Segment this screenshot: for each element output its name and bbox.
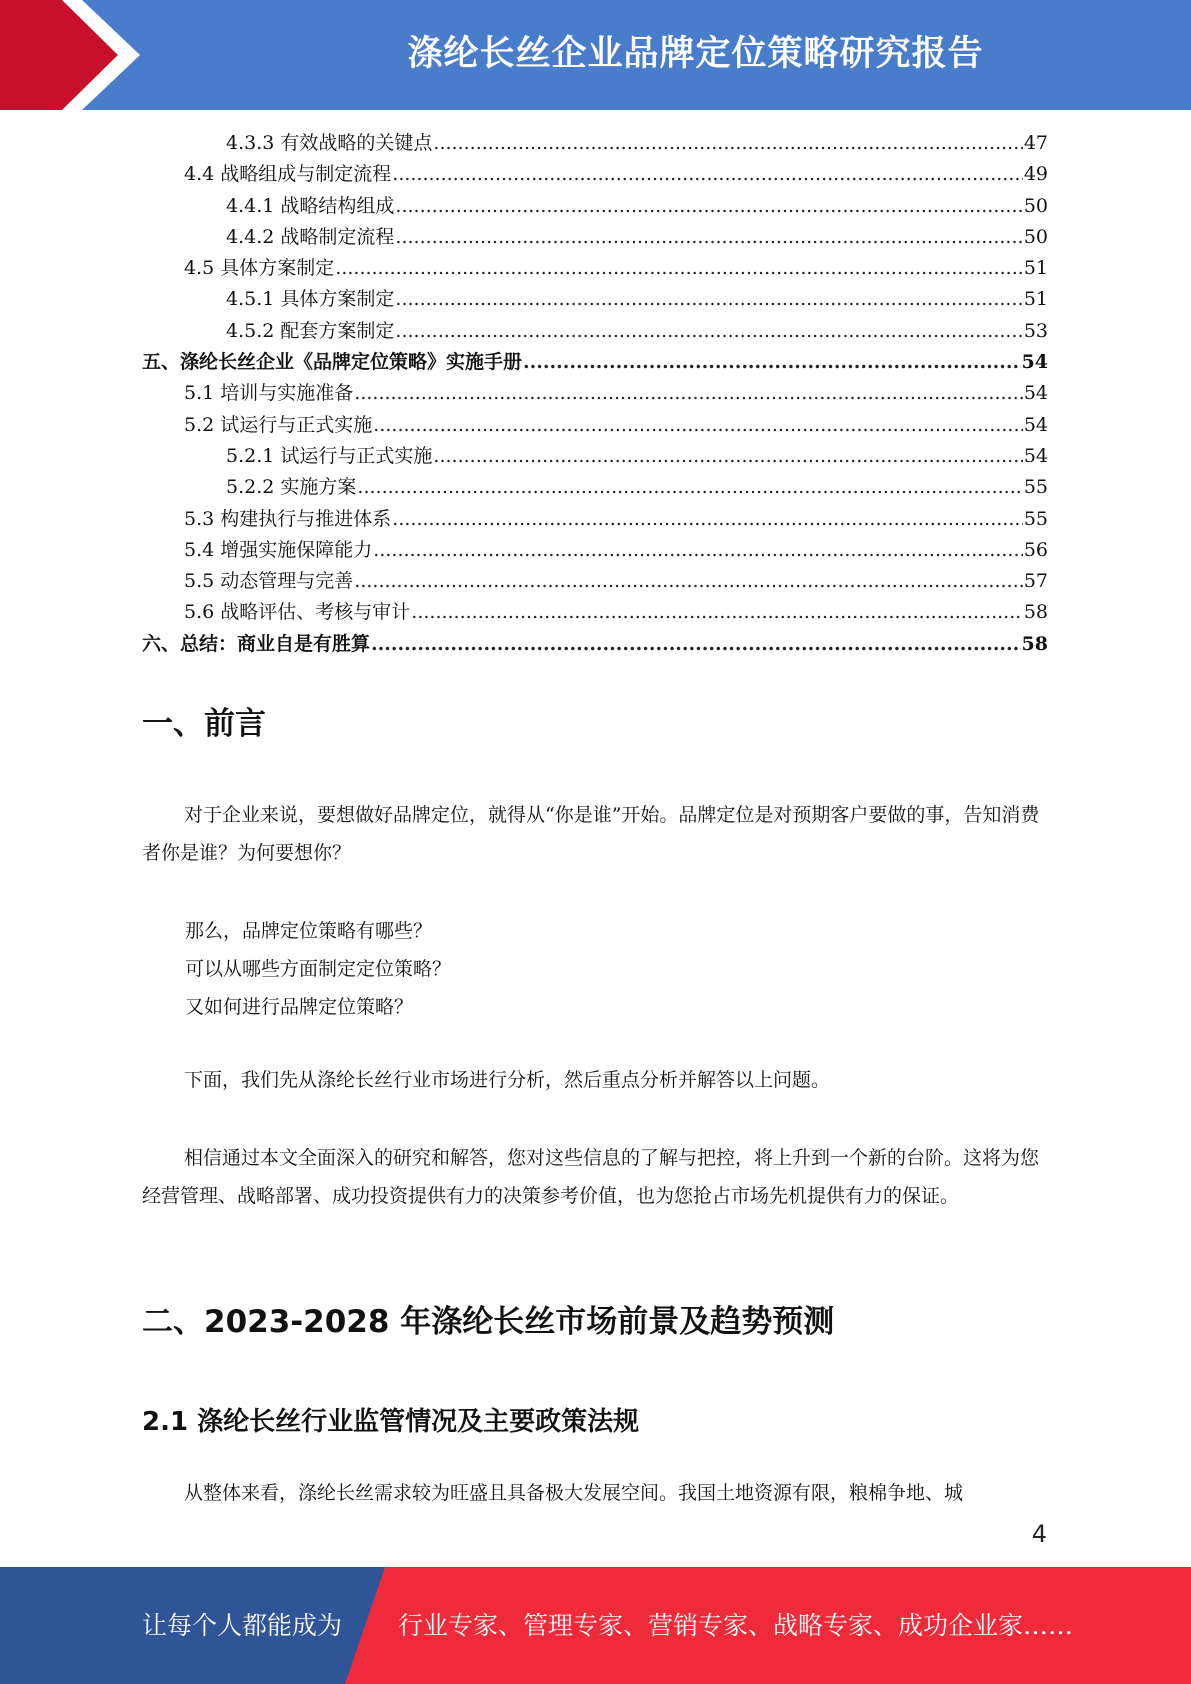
paragraph: 从整体来看，涤纶长丝需求较为旺盛且具备极大发展空间。我国土地资源有限，粮棉争地、城 <box>184 1482 964 1504</box>
toc-page-number: 53 <box>1023 319 1048 342</box>
toc-entry-label: 构建执行与推进体系 <box>220 507 392 530</box>
toc-dot-leader <box>395 320 1022 342</box>
section-heading-preface: 一、前言 <box>142 706 266 742</box>
page-header <box>0 0 1191 110</box>
toc-page-number: 54 <box>1023 382 1048 405</box>
toc-entry-number: 5.4 <box>184 538 215 561</box>
toc-entry[interactable] <box>142 378 1048 409</box>
toc-entry[interactable] <box>142 253 1048 284</box>
toc-dot-leader <box>395 195 1022 217</box>
toc-entry-number: 5.6 <box>184 601 215 624</box>
toc-page-number: 55 <box>1023 476 1048 499</box>
toc-entry-label: 涤纶长丝企业《品牌定位策略》实施手册 <box>180 351 523 374</box>
toc-entry-title <box>226 284 394 311</box>
toc-entry-number: 4.4.2 <box>226 225 275 248</box>
toc-entry[interactable] <box>142 284 1048 315</box>
toc-entry[interactable] <box>142 566 1048 597</box>
toc-dot-leader <box>433 132 1022 154</box>
toc-entry-label: 试运行与正式实施 <box>220 413 373 436</box>
toc-dot-leader <box>411 601 1023 623</box>
toc-entry-title <box>184 535 372 562</box>
toc-page-number: 58 <box>1021 632 1048 655</box>
toc-entry-label: 战略制定流程 <box>280 225 395 248</box>
toc-entry-title <box>142 347 522 374</box>
toc-entry-number: 4.5 <box>184 257 215 280</box>
toc-entry-title <box>226 316 394 343</box>
toc-entry-number: 五、 <box>142 351 181 374</box>
toc-entry-number: 5.2.1 <box>226 444 275 467</box>
toc-entry-label: 战略组成与制定流程 <box>220 163 392 186</box>
toc-page-number: 49 <box>1023 163 1048 186</box>
toc-page-number: 54 <box>1023 413 1048 436</box>
toc-entry-title <box>184 159 391 186</box>
toc-entry-label: 增强实施保障能力 <box>220 538 373 561</box>
toc-entry[interactable] <box>142 128 1048 159</box>
toc-page-number: 50 <box>1023 194 1048 217</box>
toc-page-number: 50 <box>1023 225 1048 248</box>
toc-dot-leader <box>392 508 1023 530</box>
toc-entry-number: 4.5.2 <box>226 319 275 342</box>
toc-entry-label: 战略结构组成 <box>280 194 395 217</box>
toc-page-number: 57 <box>1023 570 1048 593</box>
toc-entry[interactable] <box>142 441 1048 472</box>
toc-dot-leader <box>371 633 1021 655</box>
toc-entry-number: 5.1 <box>184 382 215 405</box>
toc-entry[interactable] <box>142 316 1048 347</box>
toc-entry-label: 动态管理与完善 <box>220 570 354 593</box>
toc-dot-leader <box>395 288 1022 310</box>
toc-entry[interactable] <box>142 629 1048 660</box>
toc-entry[interactable] <box>142 347 1048 378</box>
toc-entry-number: 5.2.2 <box>226 476 275 499</box>
toc-entry-label: 具体方案制定 <box>280 288 395 311</box>
toc-entry-title <box>184 597 410 624</box>
toc-dot-leader <box>523 351 1021 373</box>
table-of-contents <box>142 128 1048 660</box>
paragraph: 对于企业来说，要想做好品牌定位，就得从“你是谁”开始。品牌定位是对预期客户要做的事，告知消费者你是谁？为何要想你？ <box>142 804 1040 864</box>
toc-page-number: 51 <box>1023 288 1048 311</box>
section-heading-market-outlook: 二、2023-2028 年涤纶长丝市场前景及趋势预测 <box>142 1304 835 1340</box>
toc-entry-label: 具体方案制定 <box>220 257 335 280</box>
toc-dot-leader <box>373 539 1023 561</box>
toc-entry[interactable] <box>142 410 1048 441</box>
toc-entry-title <box>184 253 334 280</box>
toc-entry[interactable] <box>142 159 1048 190</box>
toc-entry-number: 4.3.3 <box>226 132 275 154</box>
toc-entry-title <box>226 128 432 155</box>
question-line: 那么，品牌定位策略有哪些？ <box>185 920 433 942</box>
toc-page-number: 54 <box>1021 351 1048 374</box>
page-number: 4 <box>1031 1520 1047 1548</box>
paragraph: 相信通过本文全面深入的研究和解答，您对这些信息的了解与把控，将上升到一个新的台阶。这将为您经营管理、战略部署、成功投资提供有力的决策参考价值，也为您抢占市场先机提供有力的保证。 <box>142 1147 1040 1207</box>
toc-entry[interactable] <box>142 597 1048 628</box>
toc-dot-leader <box>354 382 1023 404</box>
toc-entry[interactable] <box>142 222 1048 253</box>
toc-entry-number: 六、 <box>142 632 181 655</box>
toc-entry[interactable] <box>142 504 1048 535</box>
footer-slogan-right: 行业专家、管理专家、营销专家、战略专家、成功企业家…… <box>398 1611 1074 1640</box>
header-arrow-decoration <box>0 0 160 110</box>
footer-slogan-left: 让每个人都能成为 <box>142 1611 343 1640</box>
subsection-heading: 2.1 涤纶长丝行业监管情况及主要政策法规 <box>142 1407 640 1437</box>
toc-entry-number: 5.2 <box>184 413 215 436</box>
toc-entry-label: 试运行与正式实施 <box>280 444 433 467</box>
toc-entry[interactable] <box>142 535 1048 566</box>
paragraph: 下面，我们先从涤纶长丝行业市场进行分析，然后重点分析并解答以上问题。 <box>184 1069 831 1091</box>
page-footer <box>0 1567 1191 1684</box>
toc-dot-leader <box>357 476 1022 498</box>
toc-page-number: 51 <box>1023 257 1048 280</box>
toc-entry-title <box>184 566 353 593</box>
toc-page-number: 54 <box>1023 444 1048 467</box>
toc-entry-label: 实施方案 <box>280 476 357 499</box>
toc-entry-title <box>226 472 356 499</box>
toc-entry-title <box>226 441 432 468</box>
toc-dot-leader <box>392 163 1023 185</box>
toc-entry-label: 配套方案制定 <box>280 319 395 342</box>
toc-entry[interactable] <box>142 191 1048 222</box>
toc-entry-number: 4.4.1 <box>226 194 275 217</box>
toc-entry-title <box>184 378 353 405</box>
question-line: 可以从哪些方面制定定位策略？ <box>185 958 452 980</box>
toc-dot-leader <box>335 257 1023 279</box>
toc-entry-label: 总结：商业自是有胜算 <box>180 632 371 655</box>
toc-entry-number: 4.5.1 <box>226 288 275 311</box>
toc-entry-number: 5.3 <box>184 507 215 530</box>
toc-entry-title <box>184 504 391 531</box>
toc-entry-title <box>142 629 370 656</box>
question-line: 又如何进行品牌定位策略？ <box>185 996 414 1018</box>
toc-entry-title <box>184 410 372 437</box>
toc-entry[interactable] <box>142 472 1048 503</box>
toc-entry-label: 培训与实施准备 <box>220 382 354 405</box>
toc-entry-number: 4.4 <box>184 163 215 186</box>
toc-dot-leader <box>354 570 1023 592</box>
toc-dot-leader <box>373 414 1023 436</box>
toc-page-number: 47 <box>1023 132 1048 154</box>
toc-page-number: 58 <box>1023 601 1048 624</box>
toc-entry-title <box>226 222 394 249</box>
document-title: 涤纶长丝企业品牌定位策略研究报告 <box>407 34 984 74</box>
toc-page-number: 56 <box>1023 538 1048 561</box>
toc-entry-label: 有效战略的关键点 <box>280 132 433 154</box>
toc-dot-leader <box>433 445 1022 467</box>
toc-dot-leader <box>395 226 1022 248</box>
toc-entry-label: 战略评估、考核与审计 <box>220 601 411 624</box>
toc-page-number: 55 <box>1023 507 1048 530</box>
toc-entry-number: 5.5 <box>184 570 215 593</box>
toc-entry-title <box>226 191 394 218</box>
